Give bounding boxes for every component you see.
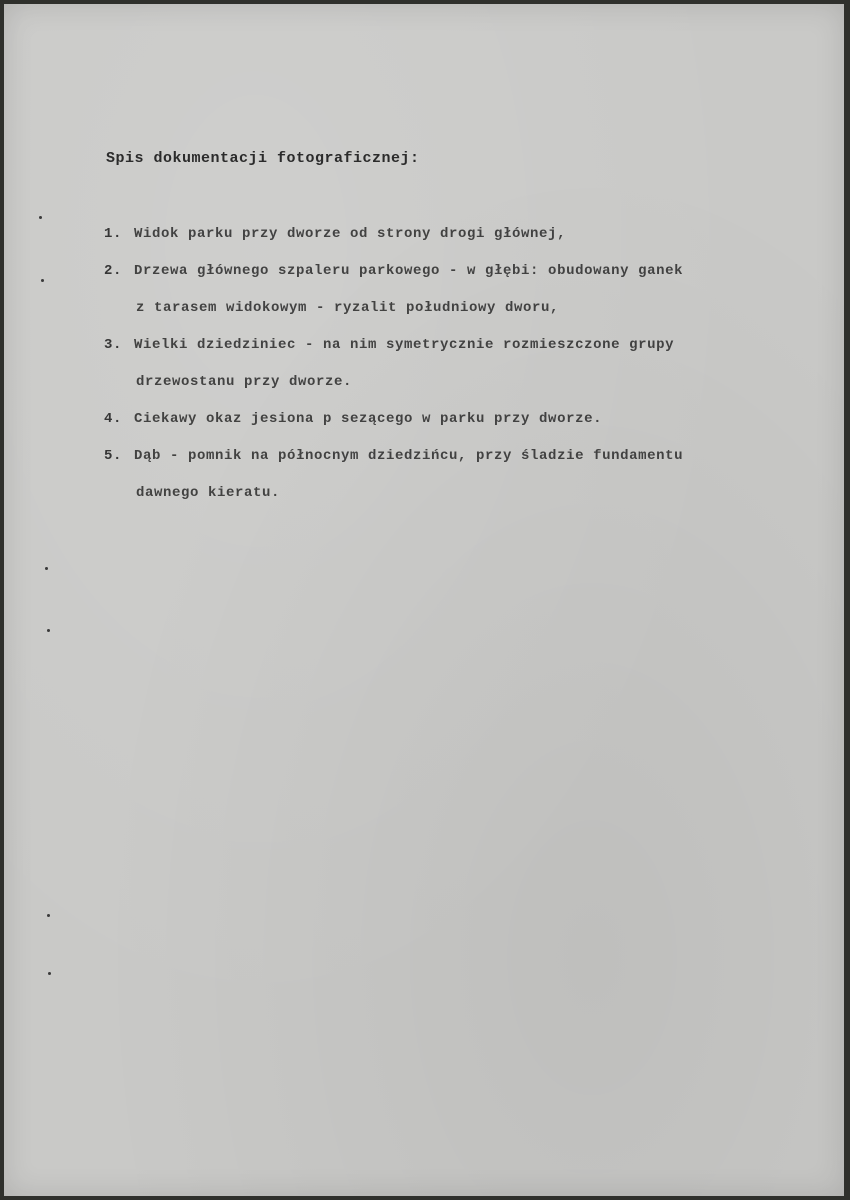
item-text-continuation: drzewostanu przy dworze. bbox=[136, 374, 353, 390]
item-text-continuation: dawnego kieratu. bbox=[136, 485, 281, 501]
item-number: 1. bbox=[104, 226, 123, 242]
document-page bbox=[4, 4, 844, 1196]
item-number: 2. bbox=[104, 263, 123, 279]
list-item bbox=[104, 401, 814, 438]
item-text: Dąb - pomnik na północnym dziedzińcu, przy śladzie fundamentu bbox=[134, 448, 684, 464]
binding-hole-mark bbox=[47, 914, 50, 917]
item-text: Widok parku przy dworze od strony drogi głównej, bbox=[134, 226, 567, 242]
item-number: 5. bbox=[104, 448, 123, 464]
item-text: Wielki dziedziniec - na nim symetrycznie rozmieszczone grupy bbox=[134, 337, 675, 353]
item-text: Ciekawy okaz jesiona p sezącego w parku przy dworze. bbox=[134, 411, 603, 427]
list-item bbox=[104, 438, 814, 512]
item-text-continuation: z tarasem widokowym - ryzalit południowy dworu, bbox=[136, 300, 560, 316]
list-item bbox=[104, 253, 814, 327]
binding-hole-mark bbox=[41, 279, 44, 282]
binding-hole-mark bbox=[47, 629, 50, 632]
item-number: 3. bbox=[104, 337, 123, 353]
item-number: 4. bbox=[104, 411, 123, 427]
photo-documentation-list bbox=[104, 216, 814, 512]
item-text: Drzewa głównego szpaleru parkowego - w głębi: obudowany ganek bbox=[134, 263, 684, 279]
list-item bbox=[104, 327, 814, 401]
binding-hole-mark bbox=[39, 216, 42, 219]
list-item bbox=[104, 216, 814, 253]
page-title: Spis dokumentacji fotograficznej: bbox=[106, 150, 420, 167]
binding-hole-mark bbox=[45, 567, 48, 570]
binding-hole-mark bbox=[48, 972, 51, 975]
